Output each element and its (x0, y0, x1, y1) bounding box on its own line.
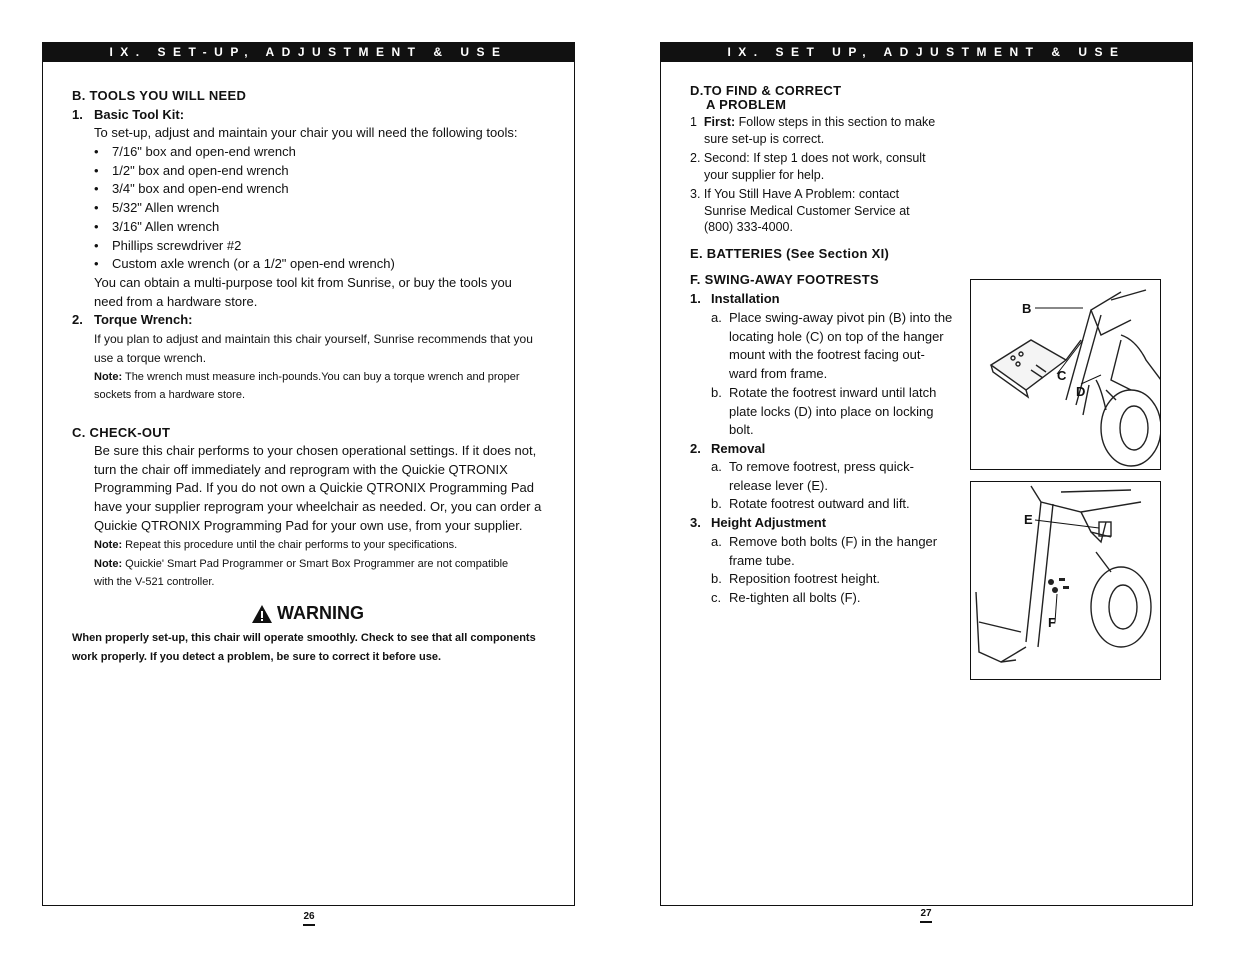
item-number: 2. (72, 312, 83, 327)
step-line: Rotate footrest outward and lift. (729, 496, 910, 512)
section-d-title: D.TO FIND & CORRECT (690, 83, 842, 98)
note-text: The wrench must measure inch-pounds.You can buy a torque wrench and proper (124, 371, 520, 383)
step-line: Place swing-away pivot pin (B) into the (729, 310, 953, 325)
page-number: 27 (911, 908, 941, 923)
warning-line: work properly. If you detect a problem, be sure to correct it before use. (72, 651, 441, 663)
step-number: 1 (690, 115, 697, 129)
height-step-c (711, 589, 961, 608)
paragraph-line: turn the chair off immediately and reprogram with the Quickie QTRONIX (94, 461, 508, 477)
page-header: IX. SET UP, ADJUSTMENT & USE (660, 42, 1193, 62)
label-c: C (1057, 368, 1067, 383)
list-item: • 1/2" box and open-end wrench (94, 162, 564, 181)
step-letter: b. (711, 571, 722, 587)
section-c-title: C. CHECK-OUT (72, 425, 171, 440)
step-text (729, 309, 952, 384)
step-3: 3. If You Still Have A Problem: contact (690, 187, 900, 201)
section-f-title: F. SWING-AWAY FOOTRESTS (690, 272, 879, 287)
label-b: B (1022, 301, 1032, 316)
warning-heading (251, 603, 364, 624)
note-text: Repeat this procedure until the chair performs to your specifications. (125, 539, 458, 551)
label-f: F (1048, 615, 1056, 630)
step-1 (690, 114, 960, 131)
paragraph-line: Be sure this chair performs to your chosen operational settings. If it does not, (94, 443, 537, 458)
height-adjustment-figure (970, 481, 1161, 680)
height-adjustment-steps (711, 533, 961, 608)
removal-step-a (711, 458, 961, 495)
paragraph-line: Quickie QTRONIX Programming Pad for your own use, from your supplier. (94, 517, 523, 533)
step-line: Reposition footrest height. (729, 571, 881, 587)
section-b-title: B. TOOLS YOU WILL NEED (72, 88, 247, 103)
check-out-note-2 (94, 555, 508, 574)
tool-kit-heading (72, 107, 184, 122)
step-text: your supplier for help. (704, 167, 825, 182)
page-number: 26 (294, 911, 324, 926)
step-letter: b. (711, 384, 722, 400)
list-item: • 3/16" Allen wrench (94, 218, 564, 237)
installation-steps (711, 309, 961, 440)
note-text: Quickie' Smart Pad Programmer or Smart Box Programmer are not compatible (125, 558, 509, 570)
tool-list (94, 143, 564, 274)
check-out-note-2b: with the V-521 controller. (94, 576, 215, 588)
removal-steps (711, 458, 961, 514)
step-text (729, 384, 936, 440)
step-text: Follow steps in this section to make (738, 115, 936, 129)
check-out-paragraph (94, 442, 569, 536)
step-letter: a. (711, 459, 722, 474)
step-line: frame tube. (729, 552, 795, 568)
item-title: Basic Tool Kit: (94, 107, 185, 122)
step-line: Rotate the footrest inward until latch (729, 384, 937, 400)
removal-step-b (711, 495, 961, 514)
section-d-title-2: A PROBLEM (706, 97, 787, 112)
section-e-title: E. BATTERIES (See Section XI) (690, 246, 890, 261)
paragraph-line: have your supplier reprogram your wheelchair as needed. Or, you can order a (94, 499, 542, 515)
item-title: Installation (711, 291, 780, 306)
warning-line: When properly set-up, this chair will operate smoothly. Check to see that all components (72, 632, 536, 644)
list-item: • 3/4" box and open-end wrench (94, 180, 564, 199)
torque-note-1 (94, 368, 564, 387)
item-number: 2. (690, 441, 701, 456)
item-number: 1. (690, 291, 701, 306)
list-item: • 5/32" Allen wrench (94, 199, 564, 218)
step-text: (800) 333-4000. (704, 220, 793, 234)
step-line: Re-tighten all bolts (F). (729, 590, 861, 606)
page-header: IX. SET-UP, ADJUSTMENT & USE (42, 42, 575, 62)
step-line: locating hole (C) on top of the hanger (729, 328, 944, 344)
page-26 (42, 42, 575, 906)
step-line: release lever (E). (729, 477, 828, 493)
page-27 (660, 42, 1193, 906)
section-d-steps (690, 114, 960, 236)
installation-heading (690, 291, 780, 306)
footrest-installation-figure (970, 279, 1161, 470)
item-title: Height Adjustment (711, 515, 827, 530)
label-e: E (1024, 512, 1033, 527)
note-label: Note: (94, 539, 123, 551)
step-letter: a. (711, 534, 722, 549)
step-letter: c. (711, 590, 722, 606)
note-label: Note: (94, 558, 123, 570)
installation-step-b (711, 384, 961, 440)
step-text: sure set-up is correct. (704, 131, 825, 146)
step-text: Sunrise Medical Customer Service at (704, 203, 910, 218)
step-line: bolt. (729, 422, 754, 438)
removal-heading (690, 441, 765, 456)
step-letter: b. (711, 496, 722, 512)
warning-icon (251, 604, 273, 624)
height-step-b (711, 570, 961, 589)
step-line: Remove both bolts (F) in the hanger (729, 534, 938, 549)
item-number: 1. (72, 107, 83, 122)
hanger-illustration (971, 482, 1160, 679)
warning-text (72, 629, 572, 667)
item-number: 3. (690, 515, 701, 530)
installation-step-a (711, 309, 961, 384)
step-text (729, 533, 937, 570)
label-d: D (1076, 384, 1086, 399)
torque-text-1: If you plan to adjust and maintain this chair yourself, Sunrise recommends that you (94, 332, 533, 346)
step-line: plate locks (D) into place on locking (729, 403, 934, 419)
note-label: Note: (94, 371, 123, 383)
tool-kit-intro: To set-up, adjust and maintain your chair you will need the following tools: (94, 125, 518, 140)
step-text (729, 458, 914, 495)
step-line: To remove footrest, press quick- (729, 459, 914, 474)
list-item: • Custom axle wrench (or a 1/2" open-end wrench) (94, 255, 564, 274)
check-out-note-1 (94, 536, 457, 555)
torque-note-2: sockets from a hardware store. (94, 389, 246, 401)
step-line: mount with the footrest facing out- (729, 347, 925, 363)
step-letter: a. (711, 310, 722, 325)
list-item: • Phillips screwdriver #2 (94, 237, 564, 256)
warning-title: WARNING (277, 603, 364, 623)
step-2: 2. Second: If step 1 does not work, consult (690, 151, 926, 165)
paragraph-line: Programming Pad. If you do not own a Quickie QTRONIX Programming Pad (94, 480, 535, 496)
height-adjustment-heading (690, 515, 826, 530)
torque-wrench-heading (72, 312, 192, 327)
tool-kit-outro-1: You can obtain a multi-purpose tool kit from Sunrise, or buy the tools you (94, 275, 512, 290)
list-item: • 7/16" box and open-end wrench (94, 143, 564, 162)
tool-kit-outro-2: need from a hardware store. (94, 294, 258, 309)
height-step-a (711, 533, 961, 570)
torque-text-2: use a torque wrench. (94, 351, 207, 365)
item-title: Removal (711, 441, 766, 456)
item-title: Torque Wrench: (94, 312, 193, 327)
step-line: ward from frame. (729, 366, 828, 382)
step-label: First: (703, 115, 736, 129)
